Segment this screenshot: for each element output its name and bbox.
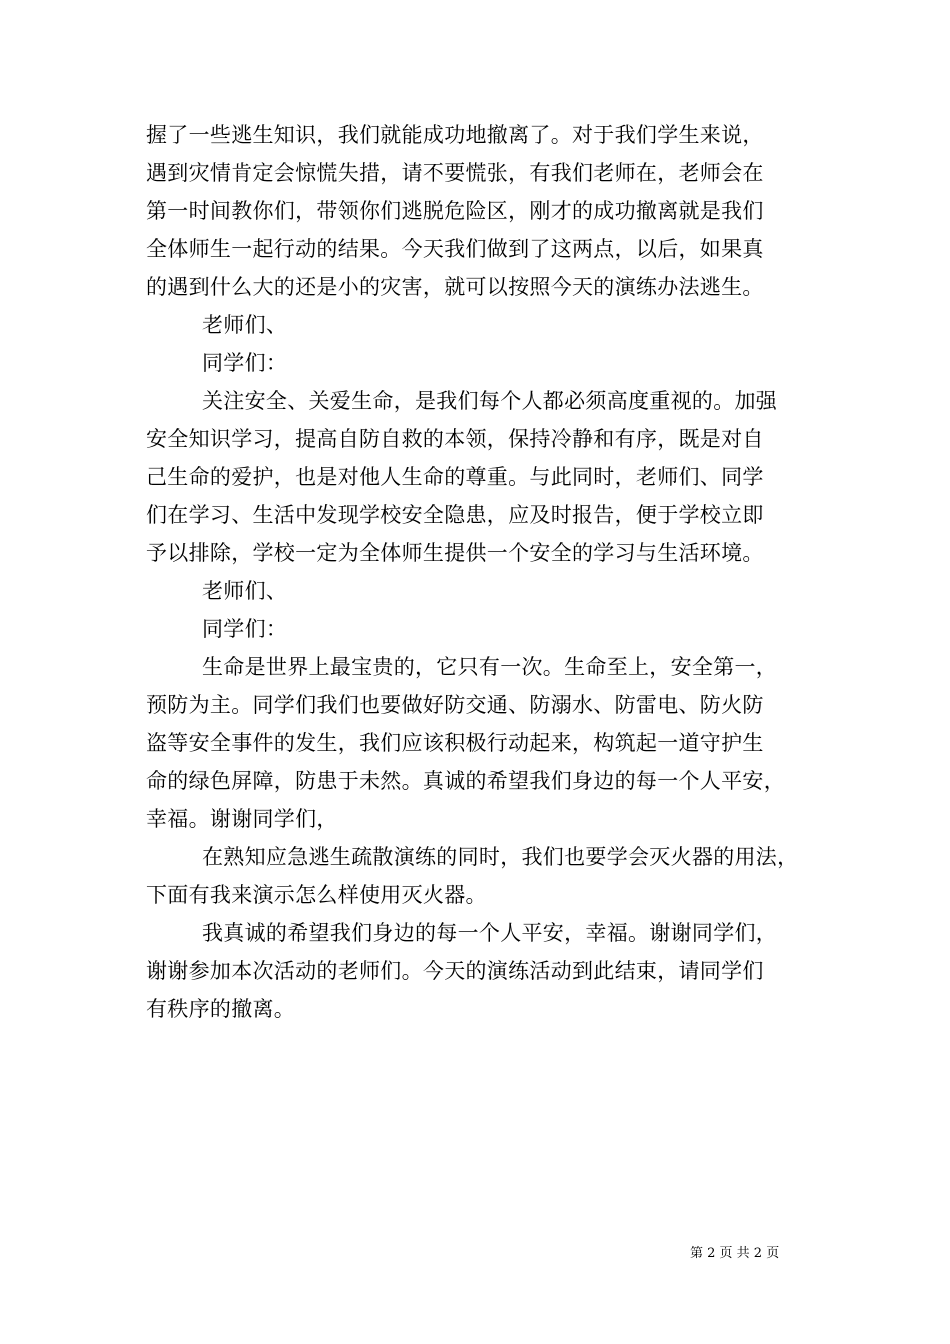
text-line: 第一时间教你们，带领你们逃脱危险区，刚才的成功撤离就是我们 (146, 199, 764, 223)
text-line: 预防为主。同学们我们也要做好防交通、防溺水、防雷电、防火防 (146, 693, 764, 717)
text-line: 全体师生一起行动的结果。今天我们做到了这两点，以后，如果真 (146, 237, 764, 261)
text-line: 在熟知应急逃生疏散演练的同时，我们也要学会灭火器的用法， (202, 845, 799, 869)
text-line: 们在学习、生活中发现学校安全隐患，应及时报告，便于学校立即 (146, 503, 764, 527)
text-line: 予以排除，学校一定为全体师生提供一个安全的学习与生活环境。 (146, 541, 764, 565)
text-line: 幸福。谢谢同学们， (146, 807, 338, 831)
text-line: 己生命的爱护，也是对他人生命的尊重。与此同时，老师们、同学 (146, 465, 764, 489)
text-line: 的遇到什么大的还是小的灾害，就可以按照今天的演练办法逃生。 (146, 275, 764, 299)
text-line: 安全知识学习，提高自防自救的本领，保持冷静和有序，既是对自 (146, 427, 764, 451)
text-line: 老师们、 (202, 579, 288, 603)
text-line: 有秩序的撤离。 (146, 997, 296, 1021)
text-line: 同学们： (202, 617, 288, 641)
page-number-footer: 第 2 页 共 2 页 (690, 1246, 780, 1261)
text-line: 握了一些逃生知识，我们就能成功地撤离了。对于我们学生来说， (146, 123, 764, 147)
text-line: 命的绿色屏障，防患于未然。真诚的希望我们身边的每一个人平安， (146, 769, 785, 793)
text-line: 生命是世界上最宝贵的，它只有一次。生命至上，安全第一， (202, 655, 778, 679)
text-line: 盗等安全事件的发生，我们应该积极行动起来，构筑起一道守护生 (146, 731, 764, 755)
text-line: 同学们： (202, 351, 288, 375)
text-line: 我真诚的希望我们身边的每一个人平安，幸福。谢谢同学们， (202, 921, 778, 945)
text-line: 谢谢参加本次活动的老师们。今天的演练活动到此结束，请同学们 (146, 959, 764, 983)
text-line: 老师们、 (202, 313, 288, 337)
text-line: 遇到灾情肯定会惊慌失措，请不要慌张，有我们老师在，老师会在 (146, 161, 764, 185)
text-line: 下面有我来演示怎么样使用灭火器。 (146, 883, 487, 907)
document-body (146, 116, 816, 1028)
text-line: 关注安全、关爱生命，是我们每个人都必须高度重视的。加强 (202, 389, 778, 413)
